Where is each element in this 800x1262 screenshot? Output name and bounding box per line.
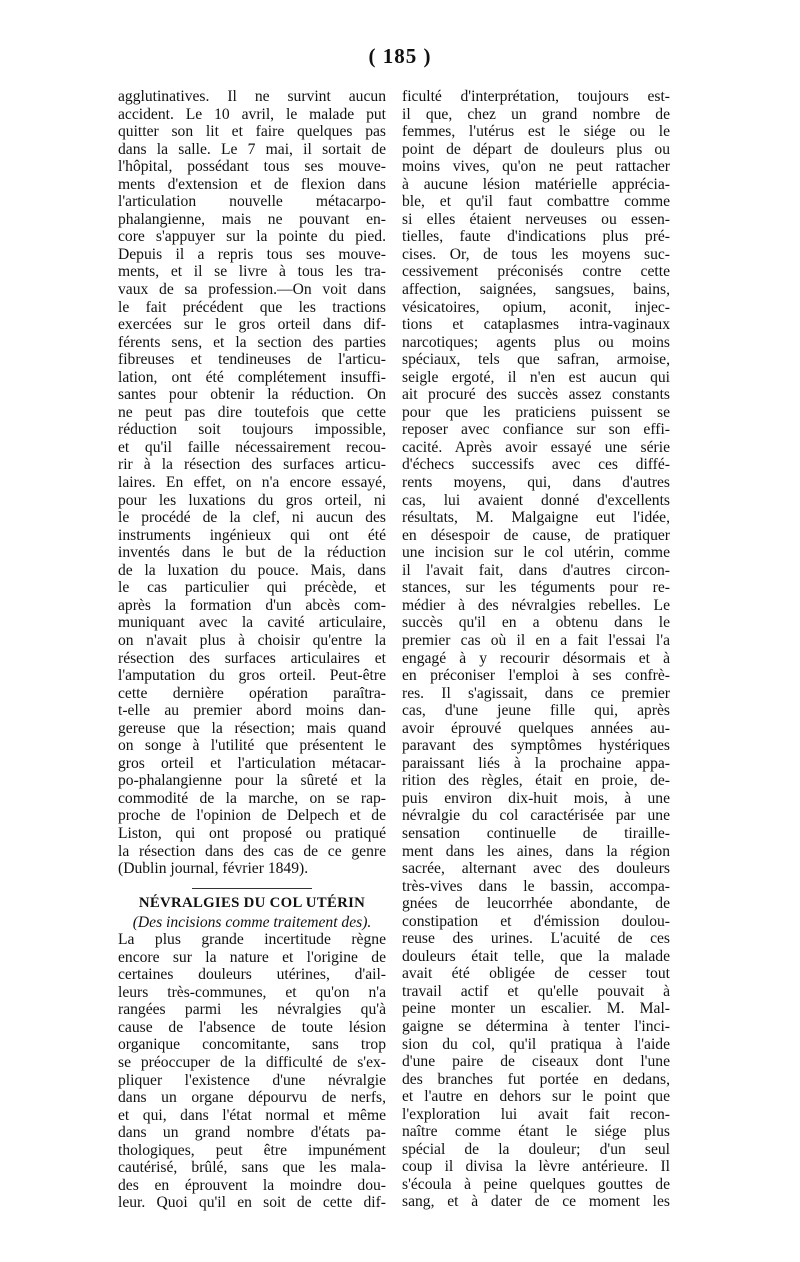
text-line: résultats, M. Malgaigne eut l'idée,	[402, 509, 670, 527]
text-line: core s'appuyer sur la pointe du pied.	[118, 228, 386, 246]
text-line: pour les luxations du gros orteil, ni	[118, 491, 386, 509]
text-line: cessivement préconisés contre cette	[402, 263, 670, 281]
text-line: dans un grand nombre d'états pa-	[118, 1124, 386, 1142]
text-line: peine monter un escalier. M. Mal-	[402, 1000, 670, 1018]
text-line: ait procuré des succès assez constants	[402, 386, 670, 404]
text-line: cas, d'une jeune fille qui, après	[402, 702, 670, 720]
text-line: (Dublin journal, février 1849).	[118, 860, 309, 878]
text-line: puis environ dix-huit mois, à une	[402, 789, 670, 807]
right-column	[402, 88, 670, 1211]
text-line: laires. En effet, on n'a encore essayé,	[118, 474, 386, 492]
text-line: tions et cataplasmes intra-vaginaux	[402, 316, 670, 334]
text-line: s'écoula à peine quelques gouttes de	[402, 1175, 670, 1193]
text-line: thologiques, peut être impunément	[118, 1141, 386, 1159]
text-line: l'exploration lui avait fait recon-	[402, 1105, 670, 1123]
text-line: névralgie du col caractérisée par une	[402, 807, 670, 825]
text-line: travail actif et qu'elle pouvait à	[402, 982, 670, 1000]
text-line: il que, chez un grand nombre de	[402, 105, 670, 123]
text-line: commodité de la marche, on se rap-	[118, 789, 386, 807]
right-column-text	[402, 88, 670, 1211]
text-line: ments, et il se livre à tous les tra-	[118, 263, 386, 281]
text-line: inventés dans le but de la réduction	[118, 544, 386, 562]
text-line: cacité. Après avoir essayé une série	[402, 438, 670, 456]
text-line: une incision sur le col utérin, comme	[402, 544, 670, 562]
text-line: t-elle au premier abord moins dan-	[118, 702, 386, 720]
text-line: tielles, faute d'indications plus pré-	[402, 228, 670, 246]
text-line: coup il divisa la lèvre antérieure. Il	[402, 1158, 670, 1176]
text-line: réduction soit toujours impossible,	[118, 421, 386, 439]
text-line: phalangienne, mais ne pouvant en-	[118, 210, 386, 228]
text-line: sion du col, qu'il pratiqua à l'aide	[402, 1035, 670, 1053]
text-line: cas, lui avaient donné d'excellents	[402, 491, 670, 509]
left-column-text-before	[118, 88, 386, 878]
text-line: instruments ingénieux qui ont été	[118, 526, 386, 544]
text-line: santes pour obtenir la réduction. On	[118, 386, 386, 404]
text-line: organique concomitante, sans trop	[118, 1036, 386, 1054]
text-line: cises. Or, de tous les moyens suc-	[402, 245, 670, 263]
text-line: dans la salle. Le 7 mai, il sortait de	[118, 140, 386, 158]
text-line: de la luxation du pouce. Mais, dans	[118, 561, 386, 579]
text-line: constipation et d'émission doulou-	[402, 912, 670, 930]
text-line: rents moyens, qui, dans d'autres	[402, 474, 670, 492]
text-line: encore sur la nature et l'origine de	[118, 948, 386, 966]
text-line: engagé à y recourir désormais et à	[402, 649, 670, 667]
text-line: gros orteil et l'articulation métacar-	[118, 754, 386, 772]
text-line: cause de l'absence de toute lésion	[118, 1018, 386, 1036]
text-line: succès qu'il en a obtenu dans le	[402, 614, 670, 632]
text-line: il l'avait fait, dans d'autres circon-	[402, 561, 670, 579]
text-line: le fait précédent que les tractions	[118, 298, 386, 316]
text-line: Depuis il a repris tous ses mouve-	[118, 245, 386, 263]
text-line: accident. Le 10 avril, le malade put	[118, 105, 386, 123]
text-line: la résection dans des cas de ce genre	[118, 842, 386, 860]
text-line: leur. Quoi qu'il en soit de cette dif-	[118, 1194, 386, 1212]
text-line: des branches fut portée en dedans,	[402, 1070, 670, 1088]
text-line: d'échecs successifs avec ces diffé-	[402, 456, 670, 474]
text-line: on songe à l'utilité que présentent le	[118, 737, 386, 755]
text-line: rition des règles, était en proie, de-	[402, 772, 670, 790]
text-line: et qu'il faille nécessairement recou-	[118, 438, 386, 456]
text-line: en désespoir de cause, de pratiquer	[402, 526, 670, 544]
text-line: l'articulation nouvelle métacarpo-	[118, 193, 386, 211]
text-line: stances, sur les téguments pour re-	[402, 579, 670, 597]
text-line: le procédé de la clef, ni aucun des	[118, 509, 386, 527]
text-line: rir à la résection des surfaces articu-	[118, 456, 386, 474]
text-line: affection, saignées, sangsues, bains,	[402, 281, 670, 299]
section-heading: NÉVRALGIES DU COL UTÉRIN	[138, 894, 366, 911]
text-line: narcotiques; agents plus ou moins	[402, 333, 670, 351]
text-line: ments d'extension et de flexion dans	[118, 175, 386, 193]
text-line: Liston, qui ont proposé ou pratiqué	[118, 824, 386, 842]
text-line: ble, et qu'il faut combattre comme	[402, 193, 670, 211]
text-line: res. Il s'agissait, dans ce premier	[402, 684, 670, 702]
text-line: des en éprouvent la moindre dou-	[118, 1176, 386, 1194]
text-line: La plus grande incertitude règne	[118, 931, 386, 949]
text-line: ficulté d'interprétation, toujours est-	[402, 88, 670, 105]
text-line: moins vives, qu'on ne peut rattacher	[402, 158, 670, 176]
text-line: naître comme étant le siége plus	[402, 1123, 670, 1141]
text-line: très-vives dans le bassin, accompa-	[402, 877, 670, 895]
text-line: gaigne se détermina à tenter l'inci-	[402, 1017, 670, 1035]
text-line: reuse des urines. L'acuité de ces	[402, 930, 670, 948]
text-line: gereuse que la résection; mais quand	[118, 719, 386, 737]
text-line: premier cas où il en a fait l'essai l'a	[402, 631, 670, 649]
text-line: et l'autre en dehors sur le point que	[402, 1088, 670, 1106]
text-line: férents sens, et la section des parties	[118, 333, 386, 351]
text-line: cette dernière opération paraîtra-	[118, 684, 386, 702]
text-line: et qui, dans l'état normal et même	[118, 1106, 386, 1124]
text-line: reposer avec confiance sur son effi-	[402, 421, 670, 439]
text-line: lation, ont été complétement insuffi-	[118, 368, 386, 386]
text-line: spécial de la douleur; d'un seul	[402, 1140, 670, 1158]
text-line: douleurs était telle, que la malade	[402, 947, 670, 965]
text-line: vésicatoires, opium, aconit, injec-	[402, 298, 670, 316]
text-line: pliquer l'existence d'une névralgie	[118, 1071, 386, 1089]
text-line: ment dans les aines, dans la région	[402, 842, 670, 860]
left-column	[118, 88, 386, 1212]
text-line: pour que les praticiens puissent se	[402, 403, 670, 421]
text-line: sacrée, alternant avec des douleurs	[402, 860, 670, 878]
text-line: certaines douleurs utérines, d'ail-	[118, 966, 386, 984]
text-line: médier à des névralgies rebelles. Le	[402, 596, 670, 614]
text-line: fibreuses et tendineuses de l'articu-	[118, 351, 386, 369]
text-line: point de départ de douleurs plus ou	[402, 140, 670, 158]
text-line: spéciaux, tels que safran, armoise,	[402, 351, 670, 369]
text-line: à aucune lésion matérielle apprécia-	[402, 175, 670, 193]
text-line: paravant des symptômes hystériques	[402, 737, 670, 755]
text-line: dans un organe dépourvu de nerfs,	[118, 1089, 386, 1107]
text-line: cautérisé, brûlé, sans que les mala-	[118, 1159, 386, 1177]
text-line: en préconiser l'emploi à ses confrè-	[402, 667, 670, 685]
text-line: se préoccuper de la difficulté de s'ex-	[118, 1053, 386, 1071]
text-line: avoir éprouvé quelques années au-	[402, 719, 670, 737]
text-line: femmes, l'utérus est le siége ou le	[402, 123, 670, 141]
text-line: vaux de sa profession.—On voit dans	[118, 281, 386, 299]
text-line: si elles étaient nerveuses ou essen-	[402, 210, 670, 228]
text-line: sang, et à dater de ce moment les	[402, 1193, 670, 1211]
section-divider	[192, 888, 312, 889]
text-line: d'une paire de ciseaux dont l'une	[402, 1053, 670, 1071]
text-line: agglutinatives. Il ne survint aucun	[118, 88, 386, 105]
text-line: paraissant liés à la prochaine appa-	[402, 754, 670, 772]
text-line: muniquant avec la cavité articulaire,	[118, 614, 386, 632]
text-line: ne peut pas dire toutefois que cette	[118, 403, 386, 421]
text-line: gnées de leucorrhée abondante, de	[402, 895, 670, 913]
text-line: le cas particulier qui précède, et	[118, 579, 386, 597]
text-line: po-phalangienne pour la sûreté et la	[118, 772, 386, 790]
text-line: exercées sur le gros orteil dans dif-	[118, 316, 386, 334]
text-line: résection des surfaces articulaires et	[118, 649, 386, 667]
text-line: l'hôpital, possédant tous ses mouve-	[118, 158, 386, 176]
text-line: après la formation d'un abcès com-	[118, 596, 386, 614]
left-column-text-after	[118, 931, 386, 1212]
page-number: ( 185 )	[368, 44, 432, 68]
text-line: on n'avait plus à choisir qu'entre la	[118, 631, 386, 649]
text-line: sensation continuelle de tiraille-	[402, 824, 670, 842]
text-line: quitter son lit et faire quelques pas	[118, 123, 386, 141]
text-line: avait été obligée de cesser tout	[402, 965, 670, 983]
text-line: rangées parmi les névralgies qu'à	[118, 1001, 386, 1019]
section-subheading: (Des incisions comme traitement des).	[132, 913, 372, 931]
text-line: seigle ergoté, il n'en est aucun qui	[402, 368, 670, 386]
text-line: l'amputation du gros orteil. Peut-être	[118, 667, 386, 685]
text-line: proche de l'opinion de Delpech et de	[118, 807, 386, 825]
text-line: leurs très-communes, et qu'on n'a	[118, 983, 386, 1001]
